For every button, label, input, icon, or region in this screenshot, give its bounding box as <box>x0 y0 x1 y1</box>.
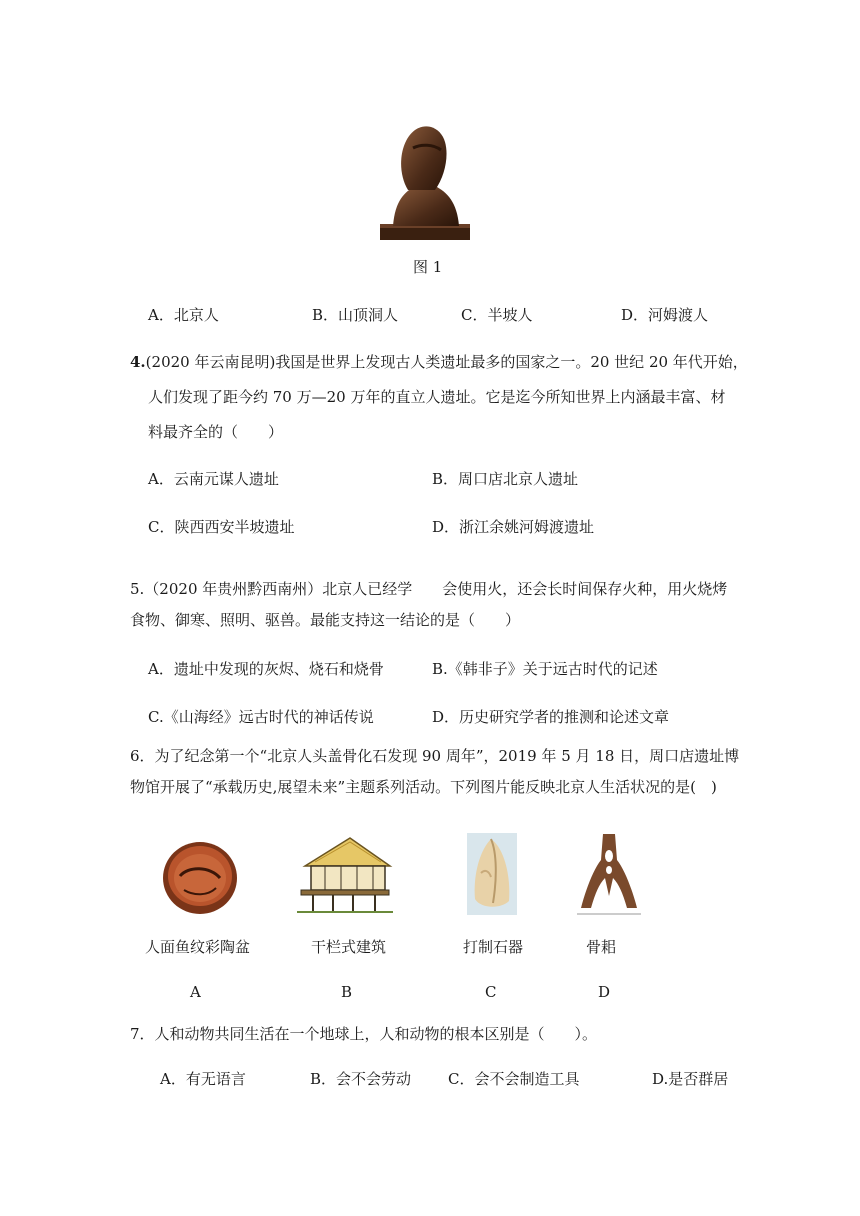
q4-option-c: C．陕西西安半坡遗址 <box>148 518 295 536</box>
q7-option-d: D.是否群居 <box>652 1070 729 1088</box>
q3-option-b: B．山顶洞人 <box>312 306 399 324</box>
image-caption-d: 骨耜 <box>586 938 617 956</box>
image-caption-c: 打制石器 <box>463 938 524 956</box>
image-letter-a: A <box>190 983 201 1001</box>
q4-stem-line3: 料最齐全的（ ） <box>148 423 284 441</box>
figure-caption: 图 1 <box>413 258 443 276</box>
q5-option-d: D．历史研究学者的推测和论述文章 <box>432 708 670 726</box>
q3-option-c: C．半坡人 <box>461 306 533 324</box>
q5-stem-line1: 5.（2020 年贵州黔西南州）北京人已经学 会使用火，还会长时间保存火种，用火烧烤 <box>130 580 728 598</box>
painted-pottery-basin-image <box>160 838 240 918</box>
image-caption-a: 人面鱼纹彩陶盆 <box>145 938 251 956</box>
q6-stem-line1: 6．为了纪念第一个“北京人头盖骨化石发现 90 周年”，2019 年 5 月 18 日，周口店遗址博 <box>130 747 740 765</box>
q4-stem-line2: 人们发现了距今约 70 万—20 万年的直立人遗址。它是迄今所知世界上内涵最丰富、材 <box>148 388 726 406</box>
q4-option-a: A．云南元谋人遗址 <box>148 470 279 488</box>
q4-number: 4. <box>130 353 146 371</box>
image-letter-d: D <box>598 983 611 1001</box>
q7-option-c: C．会不会制造工具 <box>448 1070 580 1088</box>
q5-option-c: C.《山海经》远古时代的神话传说 <box>148 708 374 726</box>
q3-option-a: A．北京人 <box>148 306 219 324</box>
image-letter-c: C <box>485 983 497 1001</box>
q7-option-a: A．有无语言 <box>160 1070 246 1088</box>
q6-stem-line2: 物馆开展了“承载历史,展望未来”主题系列活动。下列图片能反映北京人生活状况的是( ) <box>130 778 717 796</box>
q4-stem-line1: 4.(2020 年云南昆明)我国是世界上发现古人类遗址最多的国家之一。20 世纪 20 年代开始， <box>130 353 748 371</box>
q5-option-a: A．遗址中发现的灰烬、烧石和烧骨 <box>148 660 384 678</box>
image-letter-b: B <box>341 983 353 1001</box>
bust-figure <box>375 120 475 245</box>
q7-stem: 7．人和动物共同生活在一个地球上，人和动物的根本区别是（ ）。 <box>130 1025 598 1043</box>
q4-option-d: D．浙江余姚河姆渡遗址 <box>432 518 595 536</box>
bone-spade-image <box>575 830 643 916</box>
image-caption-b: 干栏式建筑 <box>311 938 387 956</box>
q4-option-b: B．周口店北京人遗址 <box>432 470 579 488</box>
q5-option-b: B.《韩非子》关于远古时代的记述 <box>432 660 658 678</box>
stilt-house-image <box>295 836 395 914</box>
q7-option-b: B．会不会劳动 <box>310 1070 412 1088</box>
q3-option-d: D．河姆渡人 <box>621 306 709 324</box>
q5-stem-line2: 食物、御寒、照明、驱兽。最能支持这一结论的是（ ） <box>130 611 521 629</box>
chipped-stone-tool-image <box>467 833 517 915</box>
